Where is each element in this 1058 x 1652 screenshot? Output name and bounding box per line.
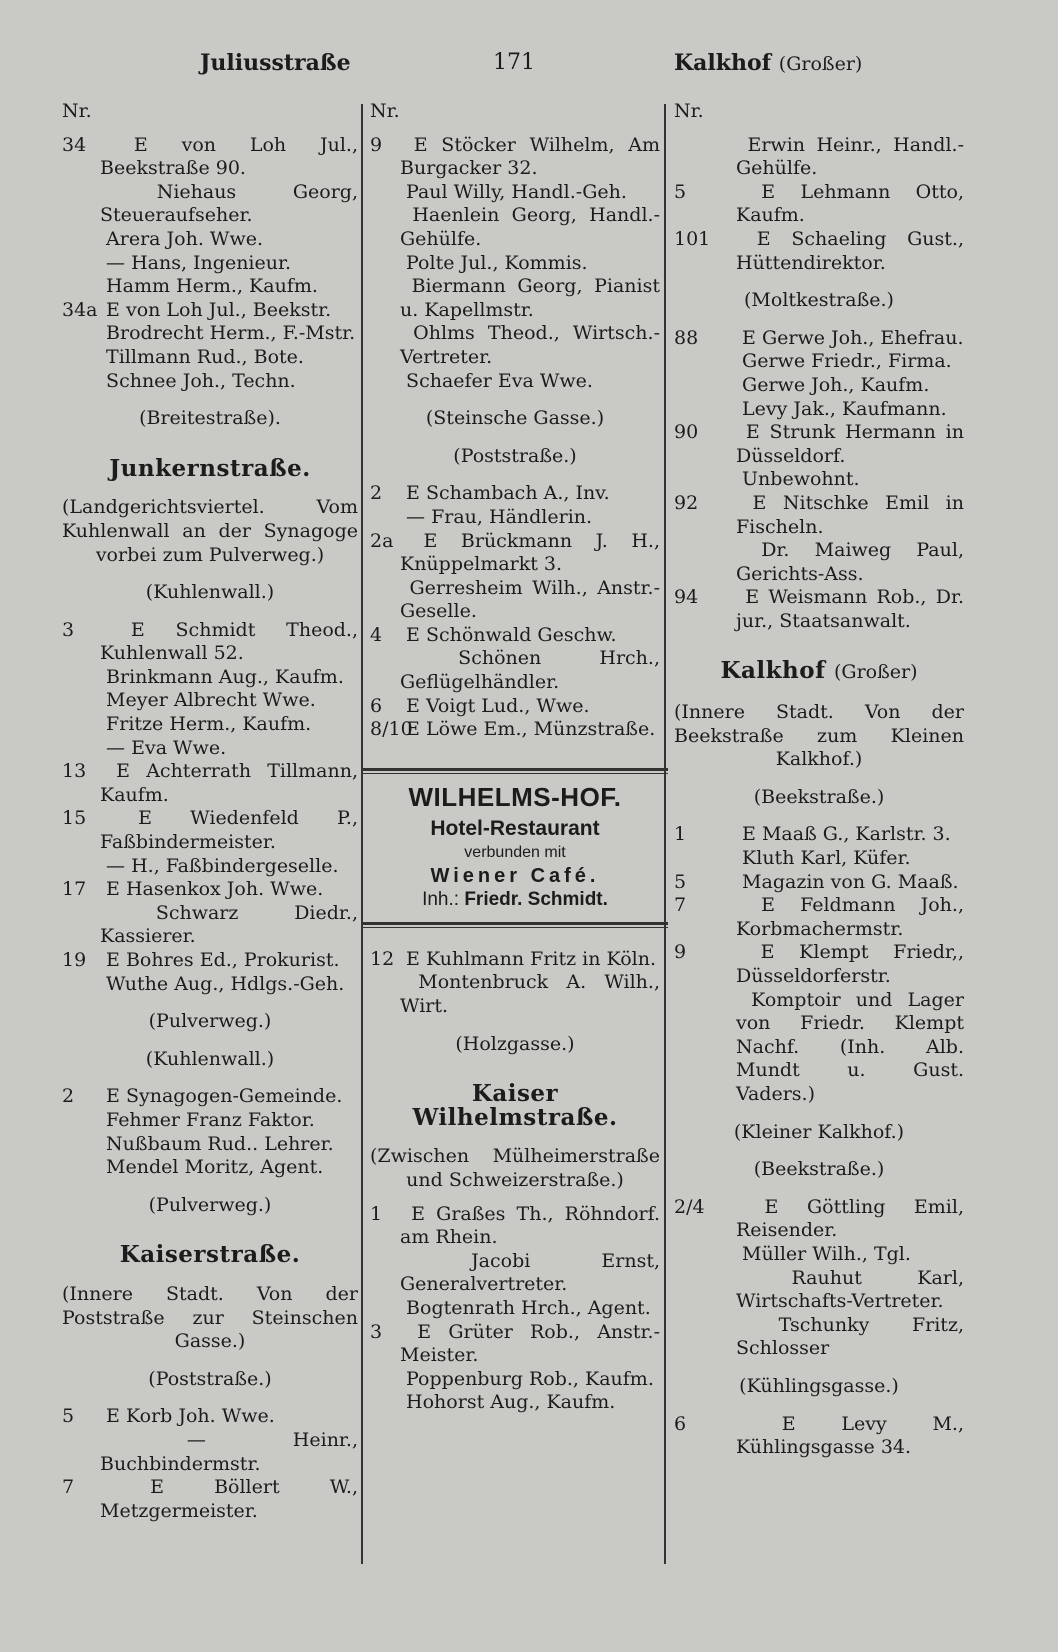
house-number: 6 — [674, 1412, 687, 1435]
entry-list — [62, 1085, 358, 1179]
house-number: 2/4 — [674, 1195, 705, 1218]
house-number: 17 — [62, 878, 87, 901]
directory-entry — [62, 134, 358, 181]
entry-list — [62, 619, 358, 997]
directory-entry — [674, 181, 964, 228]
entry-text: Arera Joh. Wwe. — [106, 227, 263, 250]
entry-text: E Brückmann J. H., Knüppelmarkt 3. — [400, 529, 660, 576]
entry-text: E Nitschke Emil in Fischeln. — [736, 491, 964, 538]
entry-text: Hohorst Aug., Kaufm. — [406, 1391, 616, 1414]
entry-text: E Bohres Ed., Prokurist. — [106, 949, 340, 971]
directory-entry — [674, 586, 964, 633]
entry-text: E Lehmann Otto, Kaufm. — [736, 180, 964, 227]
nr-label: Nr. — [674, 100, 704, 122]
entry-text: Fritze Herm., Kaufm. — [106, 713, 312, 736]
entry-text: — Frau, Händlerin. — [406, 505, 593, 528]
running-head-right — [674, 50, 862, 76]
entry-text: E Gerwe Joh., Ehefrau. — [742, 326, 964, 349]
entry-text: E Kuhlmann Fritz in Köln. — [406, 947, 656, 970]
running-head-right-title: Kalkhof — [674, 50, 772, 76]
entry-text: E Grüter Rob., Anstr.-Meister. — [400, 1320, 661, 1367]
entry-text: Dr. Maiweg Paul, Gerichts-Ass. — [736, 539, 964, 585]
entry-text: E Achterrath Tillmann, Kaufm. — [100, 760, 358, 806]
entry-list — [62, 134, 358, 394]
entry-text: Hamm Herm., Kaufm. — [106, 275, 318, 298]
house-number: 2 — [370, 482, 383, 505]
house-number: 1 — [370, 1202, 383, 1225]
cross-street: (Pulverweg.) — [148, 1193, 272, 1216]
entry-text: Levy Jak., Kaufmann. — [742, 397, 947, 420]
ad-owner-name: Friedr. Schmidt. — [464, 889, 608, 911]
directory-entry — [370, 252, 660, 276]
directory-entry — [62, 1429, 358, 1476]
entry-text: — Heinr., Buchbindermstr. — [100, 1428, 358, 1475]
entry-text: Gerresheim Wilh., Anstr.-Geselle. — [400, 576, 660, 623]
directory-entry — [370, 1391, 660, 1415]
entry-list — [370, 948, 660, 1019]
directory-entry — [370, 971, 660, 1018]
house-number: 34a — [62, 298, 98, 321]
directory-entry — [674, 134, 964, 181]
entry-text: E Voigt Lud., Wwe. — [406, 694, 590, 717]
house-number: 2a — [370, 529, 394, 552]
entry-text: E Levy M., Kühlingsgasse 34. — [736, 1412, 965, 1459]
directory-entry — [674, 1314, 964, 1361]
running-head-left: Juliusstraße — [200, 50, 351, 76]
ad-owner — [370, 888, 660, 912]
entry-list — [62, 1405, 358, 1523]
entry-text: E Löwe Em., Münzstraße. — [406, 718, 656, 741]
directory-entry — [62, 322, 358, 346]
directory-entry — [62, 949, 358, 973]
directory-entry — [370, 577, 660, 624]
entry-text: Kluth Karl, Küfer. — [742, 847, 911, 870]
house-number: 34 — [62, 133, 87, 156]
house-number: 101 — [674, 227, 711, 250]
entry-text: Mendel Moritz, Agent. — [106, 1156, 324, 1179]
directory-entry — [62, 760, 358, 807]
entry-text: Niehaus Georg, Steueraufseher. — [100, 180, 359, 227]
cross-street: (Pulverweg.) — [148, 1010, 272, 1033]
entry-list — [370, 1203, 660, 1415]
directory-entry — [62, 902, 358, 949]
directory-entry — [674, 871, 964, 895]
directory-entry — [370, 695, 660, 719]
entry-list — [370, 482, 660, 742]
cross-street: (Kühlingsgasse.) — [739, 1374, 899, 1397]
directory-entry — [370, 647, 660, 694]
directory-entry — [62, 737, 358, 761]
directory-entry — [370, 1321, 660, 1368]
directory-entry — [62, 299, 358, 323]
directory-entry — [674, 350, 964, 374]
directory-entry — [674, 327, 964, 351]
house-number: 9 — [674, 941, 687, 964]
entry-text: Magazin von G. Maaß. — [742, 870, 959, 893]
entry-list — [674, 1413, 964, 1460]
directory-entry — [674, 228, 964, 275]
directory-entry — [370, 1368, 660, 1392]
entry-text: Jacobi Ernst, Generalvertreter. — [400, 1249, 660, 1296]
directory-entry — [62, 1405, 358, 1429]
directory-entry — [370, 1297, 660, 1321]
house-number: 94 — [674, 586, 699, 609]
directory-entry — [674, 1243, 964, 1267]
entry-text: E Wiedenfeld P., Faßbindermeister. — [100, 807, 359, 854]
entry-text: Tschunky Fritz, Schlosser — [736, 1313, 964, 1360]
ad-hotel-type: Hotel-Restaurant — [430, 817, 600, 841]
directory-entry — [674, 1413, 964, 1460]
directory-entry — [674, 421, 964, 468]
entry-text: E Korb Joh. Wwe. — [106, 1405, 275, 1428]
directory-entry — [674, 941, 964, 988]
entry-text: Schwarz Diedr., Kassierer. — [100, 901, 358, 948]
ad-cafe: Wiener Café. — [430, 864, 600, 887]
column-1 — [62, 100, 358, 1523]
entry-text: Tillmann Rud., Bote. — [106, 345, 304, 368]
directory-entry — [62, 878, 358, 902]
cross-street: (Breitestraße). — [139, 407, 281, 430]
house-number: 15 — [62, 807, 87, 830]
entry-text: Brodrecht Herm., F.-Mstr. — [106, 322, 356, 345]
directory-entry — [62, 252, 358, 276]
house-number: 5 — [62, 1405, 75, 1428]
ad-connected: verbunden mit — [464, 844, 566, 862]
directory-entry — [674, 492, 964, 539]
cross-street: (Beekstraße.) — [753, 1158, 885, 1181]
ad-rule-bottom — [362, 922, 668, 928]
directory-entry — [370, 204, 660, 251]
cross-street: (Kleiner Kalkhof.) — [733, 1120, 905, 1143]
entry-text: E Feldmann Joh., Korbmachermstr. — [736, 894, 964, 940]
cross-street: (Holzgasse.) — [455, 1032, 575, 1055]
entry-text: Brinkmann Aug., Kaufm. — [106, 665, 344, 688]
directory-entry — [674, 1267, 964, 1314]
directory-entry — [674, 989, 964, 1107]
directory-entry — [674, 894, 964, 941]
directory-entry — [370, 370, 660, 394]
page-number: 171 — [493, 50, 535, 75]
entry-text: — Eva Wwe. — [106, 736, 227, 759]
nr-label: Nr. — [62, 100, 92, 122]
cross-street: (Moltkestraße.) — [744, 289, 894, 312]
directory-entry — [62, 807, 358, 854]
entry-text: — H., Faßbindergeselle. — [106, 854, 339, 877]
column-divider — [664, 104, 666, 1564]
entry-text: E Maaß G., Karlstr. 3. — [742, 823, 951, 846]
entry-text: Ohlms Theod., Wirtsch.-Vertreter. — [400, 322, 660, 368]
entry-list — [674, 327, 964, 634]
house-number: 12 — [370, 947, 395, 970]
directory-entry — [62, 1085, 358, 1109]
entry-text: Biermann Georg, Pianist u. Kapellmstr. — [400, 275, 660, 321]
directory-entry — [62, 713, 358, 737]
street-note: (Innere Stadt. Von der Poststraße zur Steinschen Gasse.) — [62, 1282, 358, 1353]
entry-text: E Strunk Hermann in Düsseldorf. — [736, 421, 964, 467]
ad-owner-label: Inh.: — [422, 889, 460, 911]
house-number: 9 — [370, 133, 383, 156]
directory-entry — [62, 666, 358, 690]
entry-list — [370, 134, 660, 394]
entry-text: E Klempt Friedr,, Düsseldorferstr. — [736, 941, 964, 987]
ad-hotel-name: WILHELMS-HOF. — [408, 781, 622, 812]
cross-street: (Poststraße.) — [148, 1367, 272, 1390]
directory-entry — [674, 374, 964, 398]
directory-entry — [370, 322, 660, 369]
directory-entry — [62, 346, 358, 370]
entry-text: Gerwe Joh., Kaufm. — [742, 373, 930, 396]
entry-text: Haenlein Georg, Handl.-Gehülfe. — [400, 204, 660, 250]
entry-text: Nußbaum Rud.. Lehrer. — [106, 1132, 334, 1155]
directory-entry — [62, 619, 358, 666]
entry-text: Meyer Albrecht Wwe. — [106, 689, 316, 712]
directory-entry — [62, 1156, 358, 1180]
running-head-right-sub: (Großer) — [778, 53, 863, 75]
directory-entry — [62, 228, 358, 252]
cross-street: (Kuhlenwall.) — [145, 581, 275, 604]
cross-street: (Beekstraße.) — [753, 785, 885, 808]
entry-text: Montenbruck A. Wilh., Wirt. — [400, 971, 660, 1017]
directory-entry — [62, 689, 358, 713]
house-number: 7 — [62, 1476, 75, 1499]
entry-list — [674, 823, 964, 1106]
house-number: 3 — [62, 618, 75, 641]
street-note: (Innere Stadt. Von der Beekstraße zum Kleinen Kalkhof.) — [674, 701, 964, 771]
entry-text: Gerwe Friedr., Firma. — [742, 350, 952, 373]
directory-entry — [674, 847, 964, 871]
entry-list — [674, 1196, 964, 1361]
entry-text: Schaefer Eva Wwe. — [406, 369, 593, 392]
directory-entry — [370, 181, 660, 205]
entry-text: E von Loh Jul., Beekstraße 90. — [100, 133, 358, 180]
directory-entry — [370, 1250, 660, 1297]
directory-entry — [370, 624, 660, 648]
street-heading — [674, 659, 964, 685]
directory-entry — [370, 506, 660, 530]
entry-text: Unbewohnt. — [742, 468, 860, 491]
column-2 — [370, 100, 660, 1415]
cross-street: (Steinsche Gasse.) — [425, 407, 605, 430]
directory-entry — [674, 1196, 964, 1243]
street-heading: Kaiserstraße. — [119, 1241, 301, 1269]
house-number: 92 — [674, 491, 699, 514]
directory-entry — [370, 134, 660, 181]
entry-text: E Schambach A., Inv. — [406, 482, 610, 505]
house-number: 1 — [674, 823, 687, 846]
entry-text: E Hasenkox Joh. Wwe. — [106, 878, 324, 901]
house-number: 19 — [62, 949, 87, 971]
house-number: 7 — [674, 894, 687, 917]
house-number: 13 — [62, 760, 87, 783]
directory-entry — [62, 1476, 358, 1523]
entry-text: E Böllert W., Metzgermeister. — [100, 1476, 358, 1522]
directory-entry — [62, 370, 358, 394]
entry-text: Komptoir und Lager von Friedr. Klempt Nachf. (Inh. Alb. Mundt u. Gust. Vaders.) — [736, 988, 965, 1105]
house-number: 8/10 — [370, 718, 413, 741]
entry-text: Rauhut Karl, Wirtschafts-Vertreter. — [736, 1266, 964, 1313]
directory-entry — [62, 181, 358, 228]
street-note: (Landgerichtsviertel. Vom Kuhlenwall an der Synagoge vorbei zum Pulverweg.) — [62, 496, 358, 566]
house-number: 3 — [370, 1320, 383, 1343]
house-number: 4 — [370, 623, 383, 646]
directory-entry — [370, 275, 660, 322]
directory-entry — [370, 530, 660, 577]
house-number: 2 — [62, 1085, 75, 1108]
entry-text: E Schönwald Geschw. — [406, 623, 617, 646]
directory-entry — [674, 823, 964, 847]
entry-text: E Weismann Rob., Dr. jur., Staatsanwalt. — [736, 586, 964, 632]
entry-text: Bogtenrath Hrch., Agent. — [406, 1296, 651, 1319]
directory-entry — [674, 468, 964, 492]
column-divider — [361, 104, 363, 1564]
entry-text: E Schaeling Gust., Hüttendirektor. — [736, 227, 964, 274]
directory-entry — [62, 1133, 358, 1157]
advertisement — [370, 768, 660, 928]
entry-text: E Stöcker Wilhelm, Am Burgacker 32. — [400, 133, 660, 180]
entry-text: Polte Jul., Kommis. — [406, 251, 588, 274]
entry-text: Paul Willy, Handl.-Geh. — [406, 180, 627, 203]
entry-text: — Hans, Ingenieur. — [106, 251, 292, 274]
directory-entry — [62, 1109, 358, 1133]
directory-entry — [370, 482, 660, 506]
directory-entry — [370, 718, 660, 742]
entry-text: Wuthe Aug., Hdlgs.-Geh. — [106, 972, 345, 995]
house-number: 5 — [674, 180, 687, 203]
directory-entry — [674, 398, 964, 422]
entry-list — [674, 134, 964, 276]
entry-text: E von Loh Jul., Beekstr. — [106, 298, 332, 321]
street-heading-title: Kalkhof — [720, 657, 826, 685]
street-heading: Kaiser Wilhelmstraße. — [412, 1080, 618, 1131]
directory-entry — [62, 973, 358, 997]
nr-label: Nr. — [370, 100, 400, 122]
entry-text: Müller Wilh., Tgl. — [742, 1242, 911, 1265]
directory-entry — [674, 539, 964, 586]
cross-street: (Kuhlenwall.) — [145, 1047, 275, 1070]
street-heading-sub: (Großer) — [834, 661, 918, 684]
entry-text: Erwin Heinr., Handl.-Gehülfe. — [736, 133, 964, 180]
house-number: 90 — [674, 421, 699, 444]
entry-text: E Schmidt Theod., Kuhlenwall 52. — [100, 618, 358, 665]
street-heading: Junkernstraße. — [109, 454, 311, 482]
entry-text: Fehmer Franz Faktor. — [106, 1108, 315, 1131]
cross-street: (Poststraße.) — [453, 444, 577, 467]
entry-text: Poppenburg Rob., Kaufm. — [406, 1367, 654, 1390]
entry-text: E Synagogen-Gemeinde. — [106, 1085, 343, 1108]
directory-entry — [62, 275, 358, 299]
street-note: (Zwischen Mülheimerstraße und Schweizerstraße.) — [370, 1145, 660, 1191]
directory-entry — [370, 948, 660, 972]
entry-text: Schnee Joh., Techn. — [106, 369, 296, 392]
house-number: 88 — [674, 326, 699, 349]
column-3 — [674, 100, 964, 1460]
entry-text: Schönen Hrch., Geflügelhändler. — [400, 647, 660, 694]
directory-entry — [370, 1203, 660, 1250]
directory-entry — [62, 855, 358, 879]
entry-text: E Göttling Emil, Reisender. — [736, 1195, 965, 1242]
entry-text: E Graßes Th., Röhndorf. am Rhein. — [400, 1202, 660, 1249]
house-number: 5 — [674, 870, 687, 893]
house-number: 6 — [370, 694, 383, 717]
